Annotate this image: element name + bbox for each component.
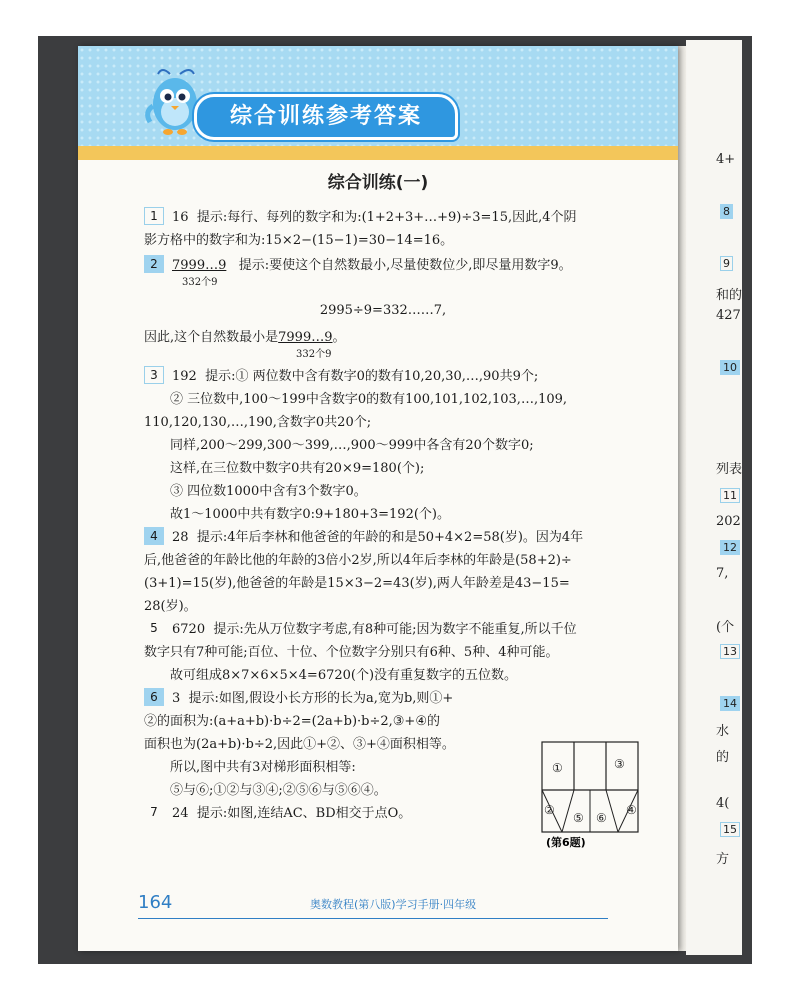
hint-line: 同样,200～299,300～399,…,900～999中各含有20个数字0;: [170, 438, 534, 453]
hint-line: ② 三位数中,100～199中含数字0的数有100,101,102,103,…,109,: [170, 392, 568, 407]
next-page-text: 427: [716, 308, 741, 323]
hint-line: 110,120,130,…,190,含数字0共20个;: [144, 415, 372, 430]
next-page-text: 水: [716, 724, 730, 739]
figure-label: ②: [544, 803, 555, 817]
hint-line: 后,他爸爸的年龄比他的年龄的3倍小2岁,所以4年后李林的年龄是(58+2)÷: [144, 553, 572, 568]
answer-content: [144, 206, 622, 825]
answer-3: [144, 365, 622, 388]
hint-line: 影方格中的数字和为:15×2−(15−1)=30−14=16。: [144, 233, 454, 248]
book-title: 奥数教程(第八版)学习手册·四年级: [310, 898, 477, 911]
conclusion-text: 因此,这个自然数最小是: [144, 330, 279, 345]
hint-line: (3+1)=15(岁),他爸爸的年龄是15×3−2=43(岁),两人年龄差是43−15=: [144, 576, 570, 591]
formula: 2995÷9=332……7,: [319, 303, 447, 318]
question-number: 5: [150, 621, 158, 635]
next-page-num: 14: [720, 696, 740, 711]
question-number: 2: [144, 255, 164, 273]
figure-caption: (第6题): [546, 836, 586, 849]
header-strip: [78, 146, 678, 160]
next-page-num: 13: [720, 644, 740, 659]
answer-1: [144, 206, 622, 229]
conclusion: [144, 326, 622, 349]
answer-value: 6720: [172, 622, 206, 637]
hint-line: 提示:先从万位数字考虑,有8种可能;因为数字不能重复,所以千位: [213, 622, 577, 637]
figure-label: ④: [626, 803, 637, 817]
hint-line: 所以,图中共有3对梯形面积相等:: [170, 760, 356, 775]
next-page-num: 9: [720, 256, 733, 271]
next-page-text: 方: [716, 852, 730, 867]
question-number: 3: [144, 366, 164, 384]
question-number: 1: [144, 207, 164, 225]
answer-value: 16: [172, 210, 189, 225]
brace-annotation: 332个9: [296, 349, 332, 360]
next-page-num: 12: [720, 540, 740, 555]
footer-divider: [138, 918, 608, 919]
figure-label: ③: [614, 757, 625, 771]
next-page-text: 202: [716, 514, 741, 529]
header-title-text: 综合训练参考答案: [229, 104, 422, 129]
next-page-text: 和的: [716, 288, 742, 303]
answer-2: [144, 254, 622, 277]
figure-label: ⑥: [596, 811, 607, 825]
page-number: 164: [138, 892, 173, 913]
next-page-text: 4+: [716, 152, 736, 167]
hint-line: 提示:① 两位数中含有数字0的数有10,20,30,…,90共9个;: [205, 369, 539, 384]
next-page-num: 8: [720, 204, 733, 219]
answer-5: [144, 618, 622, 641]
question-number: 6: [144, 688, 164, 706]
book-page: [78, 46, 678, 951]
hint-line: 数字只有7种可能;百位、十位、个位数字分别只有6种、5种、4种可能。: [144, 645, 559, 660]
answer-value: 24: [172, 806, 189, 821]
next-page-text: 列表: [716, 462, 742, 477]
hint-line: ③ 四位数1000中含有3个数字0。: [170, 484, 367, 499]
section-title: 综合训练(一): [327, 173, 429, 193]
hint-line: ⑤与⑥;①②与③④;②⑤⑥与⑤⑥④。: [170, 783, 387, 798]
answer-6: [144, 687, 524, 710]
next-page-text: 7,: [716, 566, 729, 581]
hint-line: 故1～1000中共有数字0:9+180+3=192(个)。: [170, 507, 450, 522]
brace-annotation: 332个9: [182, 277, 218, 288]
hint-line: 提示:如图,连结AC、BD相交于点O。: [196, 806, 412, 821]
next-page-num: 15: [720, 822, 740, 837]
answer-value: 28: [172, 530, 189, 545]
next-page-text: 的: [716, 750, 730, 765]
hint-line: 28(岁)。: [144, 599, 197, 614]
hint-line: ②的面积为:(a+a+b)·b÷2=(2a+b)·b÷2,③+④的: [144, 714, 440, 729]
answer-value: 7999…9: [172, 258, 227, 273]
figure-label: ⑤: [573, 811, 584, 825]
hint-line: 提示:每行、每列的数字和为:(1+2+3+…+9)÷3=15,因此,4个阴: [196, 210, 577, 225]
hint-line: 面积也为(2a+b)·b÷2,因此①+②、③+④面积相等。: [144, 737, 455, 752]
hint-line: 这样,在三位数中数字0共有20×9=180(个);: [170, 461, 425, 476]
answer-4: [144, 526, 622, 549]
answer-value: 3: [172, 691, 181, 706]
next-page-text: (个: [716, 620, 735, 635]
answer-value: 192: [172, 369, 197, 384]
question-number: 4: [144, 527, 164, 545]
next-page-num: 10: [720, 360, 740, 375]
hint-line: 提示:如图,假设小长方形的长为a,宽为b,则①+: [188, 691, 454, 706]
next-page-text: 4(: [716, 796, 730, 811]
hint-line: 提示:要使这个自然数最小,尽量使数位少,即尽量用数字9。: [238, 258, 572, 273]
conclusion-end: 。: [332, 330, 346, 345]
question-number: 7: [150, 805, 158, 819]
next-page-num: 11: [720, 488, 740, 503]
hint-line: 故可组成8×7×6×5×4=6720(个)没有重复数字的五位数。: [170, 668, 518, 683]
figure-label: ①: [552, 761, 563, 775]
hint-line: 提示:4年后李林和他爸爸的年龄的和是50+4×2=58(岁)。因为4年: [196, 530, 584, 545]
header-title: [194, 94, 458, 140]
conclusion-value: 7999…9: [278, 330, 333, 345]
next-page-edge: [686, 40, 742, 955]
